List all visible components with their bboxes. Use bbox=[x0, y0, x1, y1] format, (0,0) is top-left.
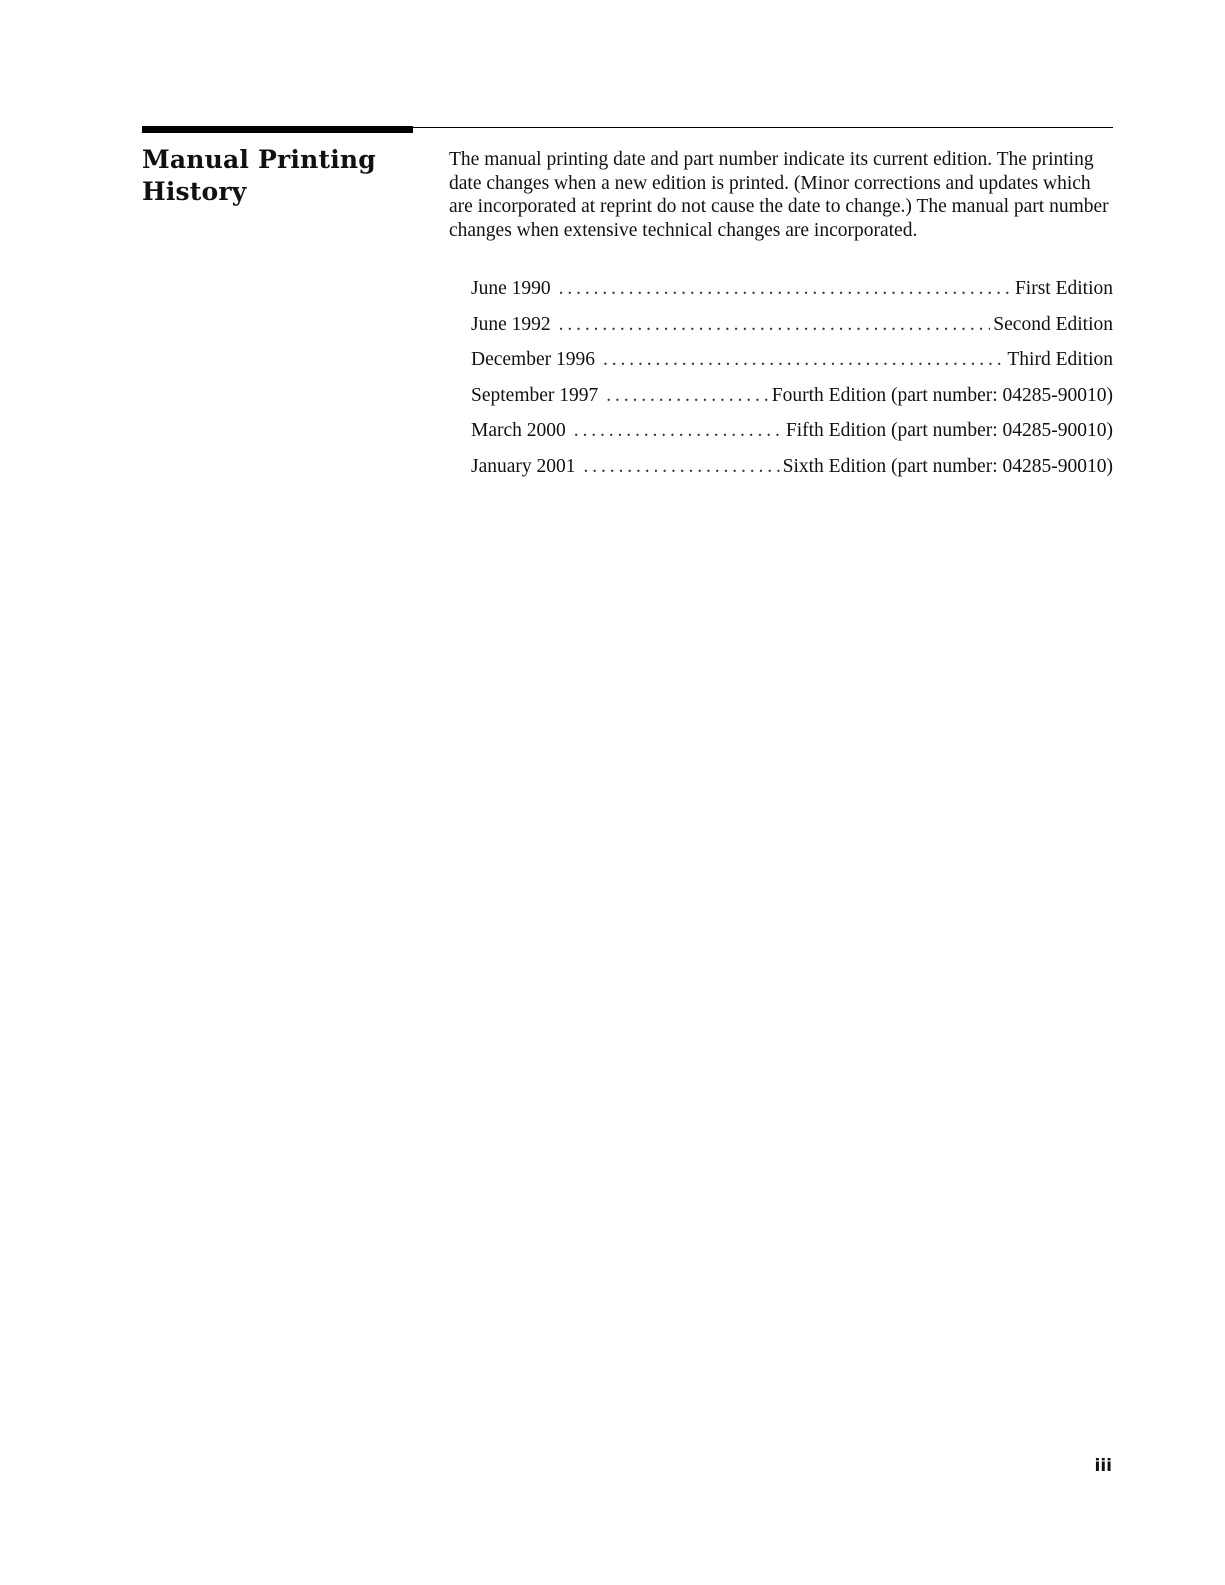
history-entry bbox=[471, 278, 1113, 314]
history-date: September 1997 bbox=[471, 384, 599, 406]
history-edition: Fourth Edition (part number: 04285-90010) bbox=[771, 384, 1113, 406]
history-date: March 2000 bbox=[471, 420, 566, 441]
page-number: iii bbox=[1094, 1456, 1112, 1476]
dot-leader bbox=[574, 420, 783, 442]
dot-leader bbox=[606, 385, 769, 407]
history-date: June 1990 bbox=[471, 278, 551, 299]
history-edition: Third Edition bbox=[1007, 349, 1113, 370]
section-rule-thick bbox=[142, 126, 413, 133]
dot-leader bbox=[584, 456, 780, 478]
history-entry bbox=[471, 420, 1113, 456]
history-date: December 1996 bbox=[471, 349, 595, 370]
section-rule-thin bbox=[413, 127, 1113, 128]
history-edition: Fifth Edition (part number: 04285-90010) bbox=[785, 420, 1113, 441]
dot-leader bbox=[559, 278, 1012, 300]
history-entry bbox=[471, 456, 1113, 492]
section-title bbox=[142, 144, 407, 208]
history-entry bbox=[471, 385, 1113, 421]
history-date: June 1992 bbox=[471, 313, 551, 335]
history-entry bbox=[471, 314, 1113, 350]
history-entry bbox=[471, 349, 1113, 385]
section-title-line-1: Manual Printing bbox=[142, 145, 376, 174]
dot-leader bbox=[559, 314, 991, 336]
history-edition: Sixth Edition (part number: 04285-90010) bbox=[782, 455, 1113, 477]
history-edition: Second Edition bbox=[993, 313, 1113, 335]
intro-paragraph: The manual printing date and part number indicate its current edition. The printing date changes when a new edition is printed. (Minor corrections and updates which are incorporated at reprint do not cause the date to change.) The manual part number changes when extensive technical changes are incorporated. bbox=[449, 149, 1109, 241]
dot-leader bbox=[603, 349, 1004, 371]
history-edition: First Edition bbox=[1014, 278, 1113, 299]
section-title-line-2: History bbox=[142, 177, 247, 206]
history-date: January 2001 bbox=[471, 455, 576, 477]
printing-history-list bbox=[471, 278, 1113, 491]
